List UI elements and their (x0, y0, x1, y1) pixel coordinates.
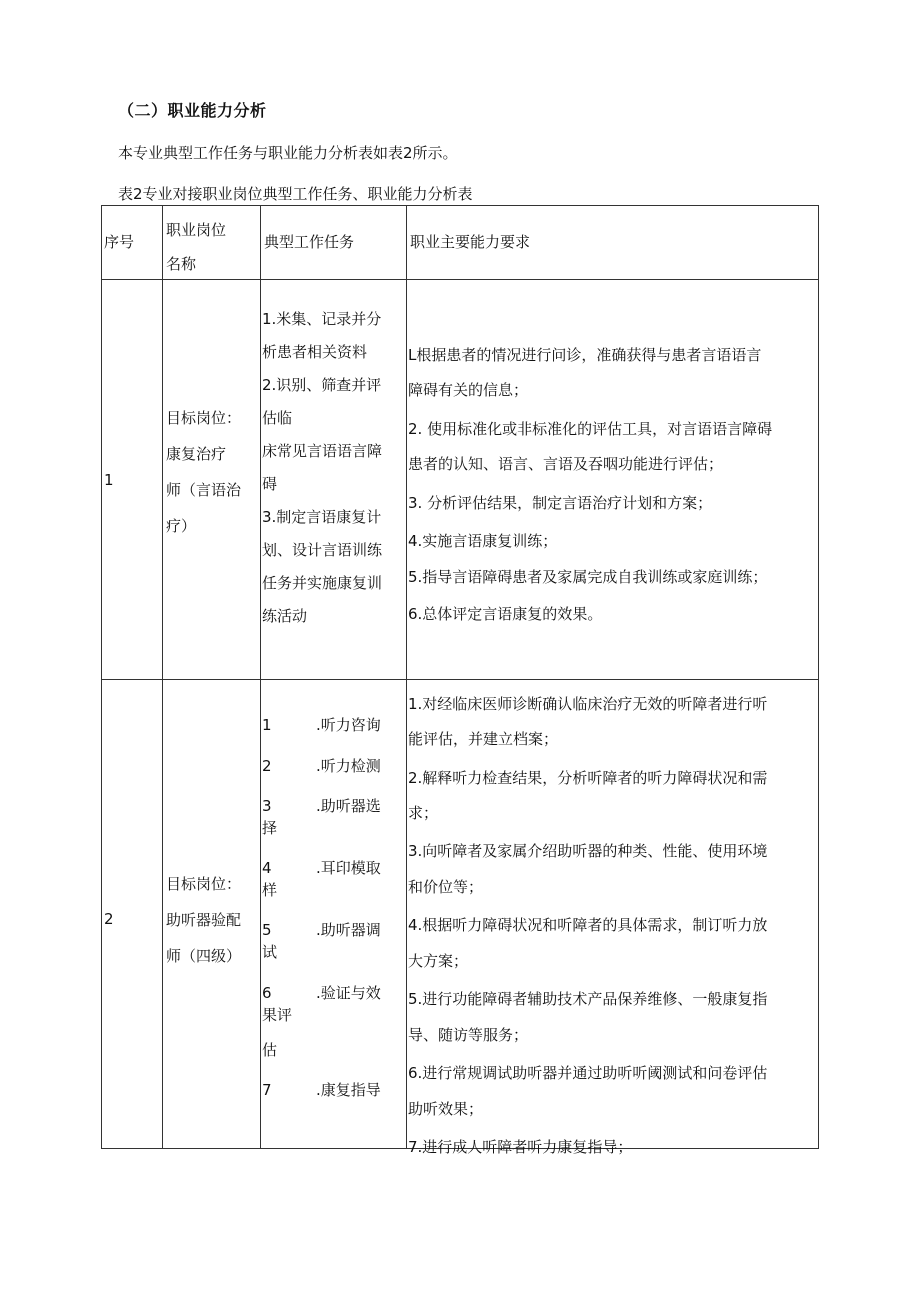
intro-text: 本专业典型工作任务与职业能力分析表如表2所示。 (118, 144, 458, 162)
row1-task-line: 碍 (262, 475, 278, 493)
row1-post-line: 目标岗位： (166, 409, 242, 427)
ability-analysis-table (101, 205, 819, 1156)
header-post-line1: 职业岗位 (166, 221, 227, 239)
row1-ability-line: 4.实施言语康复训练； (408, 532, 558, 550)
row2-task-number: 5 (262, 921, 272, 939)
row1-task-line: 划、设计言语训练 (262, 541, 383, 559)
row2-task-text: .耳印模取 (316, 859, 381, 877)
row2-ability-line: 助听效果； (408, 1100, 484, 1118)
row1-ability-line: L根据患者的情况进行问诊，准确获得与患者言语语言 (408, 346, 762, 364)
row1-task-line: 床常见言语语言障 (262, 442, 383, 460)
row2-task-continuation: 试 (262, 943, 278, 961)
row1-post-line: 疗） (166, 517, 197, 535)
row1-ability-line: 3. 分析评估结果，制定言语治疗计划和方案； (408, 494, 713, 512)
row2-ability-line: 3.向听障者及家属介绍助听器的种类、性能、使用环境 (408, 842, 768, 860)
row2-task-number: 3 (262, 797, 272, 815)
row1-post-line: 康复治疗 (166, 445, 227, 463)
row1-ability-line: 6.总体评定言语康复的效果。 (408, 605, 603, 623)
row2-post-line: 助听器验配 (166, 911, 242, 929)
header-seq: 序号 (104, 233, 135, 251)
row1-task-line: 练活动 (262, 607, 308, 625)
row2-ability-line: 5.进行功能障碍者辅助技术产品保养维修、一般康复指 (408, 990, 768, 1008)
row2-ability-line: 能评估，并建立档案； (408, 730, 559, 748)
row2-task-continuation: 样 (262, 881, 278, 899)
row1-ability-line: 2. 使用标准化或非标准化的评估工具，对言语语言障碍 (408, 420, 773, 438)
row2-task-text: .听力检测 (316, 757, 381, 775)
column-divider (162, 206, 163, 1148)
row2-task-text: .听力咨询 (316, 716, 381, 734)
row1-ability-line: 5.指导言语障碍患者及家属完成自我训练或家庭训练； (408, 568, 768, 586)
row2-ability-line: 7.进行成人听障者听力康复指导； (408, 1138, 633, 1156)
row1-task-line: 析患者相关资料 (262, 343, 368, 361)
row2-post-line: 目标岗位： (166, 875, 242, 893)
row2-task-continuation: 估 (262, 1041, 278, 1059)
header-tasks: 典型工作任务 (264, 233, 355, 251)
row2-ability-line: 1.对经临床医师诊断确认临床治疗无效的听障者进行听 (408, 695, 768, 713)
section-heading: （二）职业能力分析 (118, 101, 267, 120)
row2-task-number: 6 (262, 984, 272, 1002)
row2-seq: 2 (104, 910, 114, 928)
row2-ability-line: 大方案； (408, 952, 469, 970)
row1-seq: 1 (104, 471, 114, 489)
column-divider (406, 206, 407, 1148)
row1-task-line: 任务并实施康复训 (262, 574, 383, 592)
row2-post-line: 师（四级） (166, 947, 242, 965)
row-divider (102, 279, 818, 280)
header-abilities: 职业主要能力要求 (410, 233, 531, 251)
row1-post-line: 师（言语治 (166, 481, 242, 499)
row2-task-number: 1 (262, 716, 272, 734)
row1-task-line: 1.米集、记录并分 (262, 310, 382, 328)
row2-task-continuation: 果评 (262, 1006, 293, 1024)
row2-ability-line: 和价位等； (408, 878, 484, 896)
row2-task-text: .助听器调 (316, 921, 381, 939)
row2-ability-line: 6.进行常规调试助听器并通过助听听阈测试和问卷评估 (408, 1064, 768, 1082)
row2-task-number: 2 (262, 757, 272, 775)
row2-ability-line: 导、随访等服务； (408, 1026, 529, 1044)
row2-task-number: 4 (262, 859, 272, 877)
row2-ability-line: 求； (408, 804, 439, 822)
row2-ability-line: 2.解释听力检查结果，分析听障者的听力障碍状况和需 (408, 769, 768, 787)
table-caption: 表2专业对接职业岗位典型工作任务、职业能力分析表 (118, 185, 473, 203)
row2-task-continuation: 择 (262, 819, 278, 837)
row2-task-number: 7 (262, 1081, 272, 1099)
row2-ability-line: 4.根据听力障碍状况和听障者的具体需求，制订听力放 (408, 916, 768, 934)
row1-task-line: 估临 (262, 409, 293, 427)
row-divider (102, 679, 818, 680)
row1-ability-line: 障碍有关的信息； (408, 381, 529, 399)
row1-task-line: 2.识别、筛查并评 (262, 376, 382, 394)
column-divider (260, 206, 261, 1148)
row1-task-line: 3.制定言语康复计 (262, 508, 382, 526)
row1-ability-line: 患者的认知、语言、言语及吞咽功能进行评估； (408, 455, 724, 473)
row2-task-text: .助听器选 (316, 797, 381, 815)
row2-task-text: .验证与效 (316, 984, 381, 1002)
row2-task-text: .康复指导 (316, 1081, 381, 1099)
header-post-line2: 名称 (166, 255, 197, 273)
